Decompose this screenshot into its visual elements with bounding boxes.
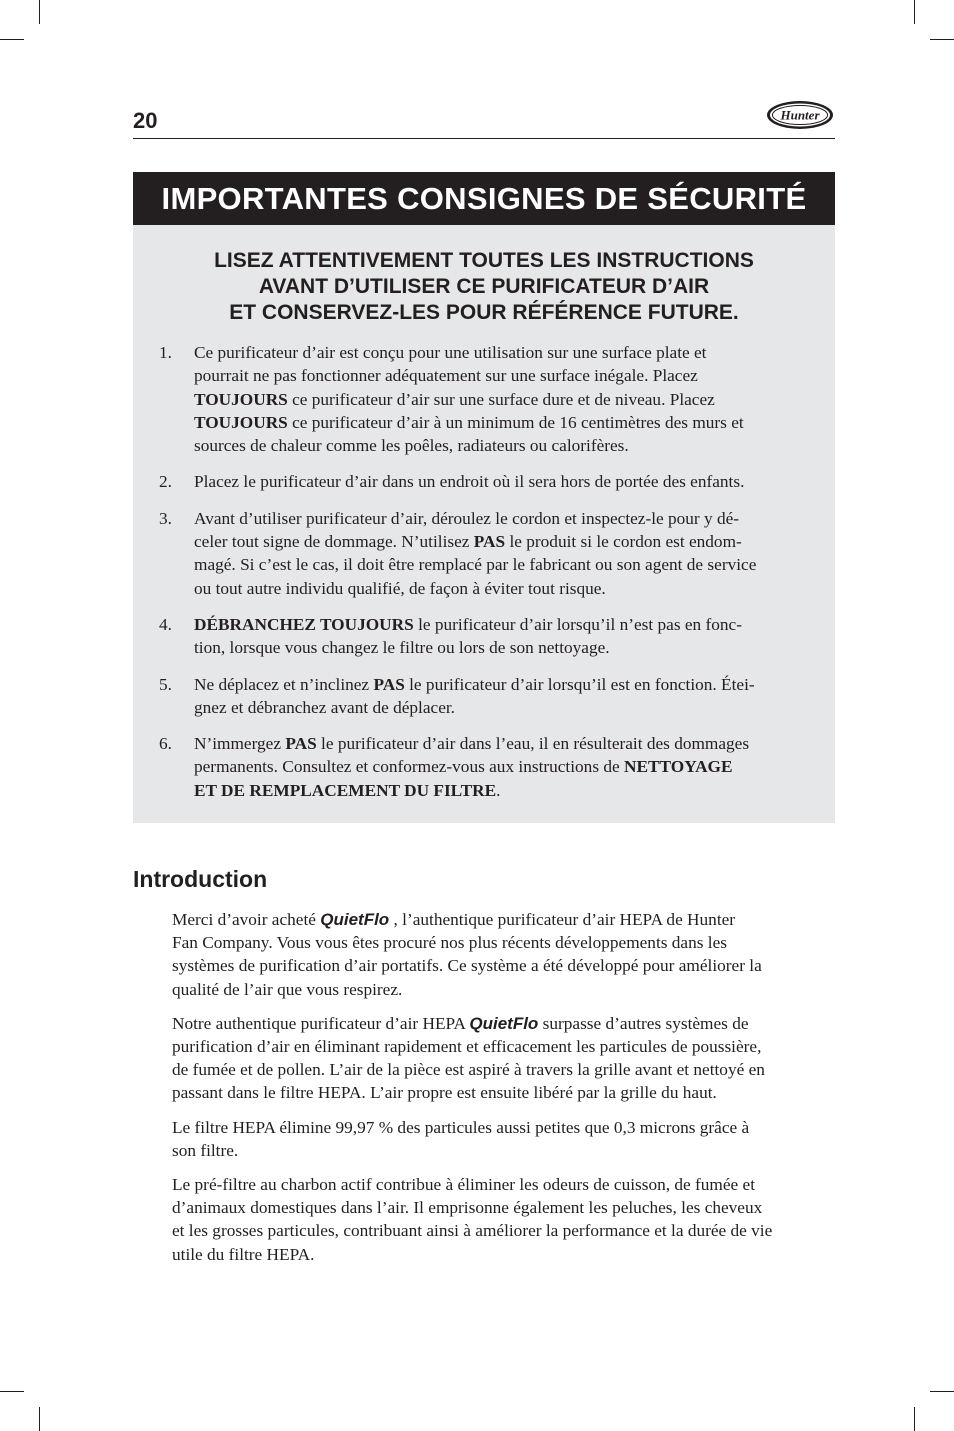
section-title: IMPORTANTES CONSIGNES DE SÉCURITÉ [133, 172, 835, 225]
text-run: qualité de l’air que vous respirez. [172, 979, 403, 999]
text-run: surpasse d’autres systèmes de [538, 1013, 749, 1033]
rule-number: 1. [159, 343, 172, 362]
text-line [194, 507, 809, 530]
text-line [194, 636, 809, 659]
text-run: utile du filtre HEPA. [172, 1244, 315, 1264]
emphasis-text: PAS [373, 674, 405, 694]
text-run: . [496, 780, 501, 800]
text-line [194, 470, 809, 493]
text-line [172, 954, 834, 977]
text-run: ce purificateur d’air à un minimum de 16 centimètres des murs et [287, 412, 744, 432]
text-run: le purificateur d’air lorsqu’il n’est pas en fonc- [413, 614, 742, 634]
text-run: d’animaux domestiques dans l’air. Il emprisonne également les peluches, les cheveux [172, 1198, 763, 1218]
text-run: Avant d’utiliser purificateur d’air, déroulez le cordon et inspectez-le pour y dé- [194, 508, 740, 528]
safety-rule-item [133, 613, 835, 660]
intro-paragraph [172, 1012, 834, 1105]
intro-paragraph [172, 1173, 834, 1266]
text-run: celer tout signe de dommage. N’utilisez [194, 532, 474, 552]
safety-rule-item [133, 470, 835, 493]
text-run: gnez et débranchez avant de déplacer. [194, 697, 455, 717]
safety-subheading [133, 248, 835, 326]
text-run: , l’authentique purificateur d’air HEPA de Hunter [389, 910, 736, 929]
text-run: N’immergez [194, 734, 286, 754]
text-line [194, 434, 809, 457]
text-line [172, 1139, 834, 1162]
text-run: le purificateur d’air lorsqu’il est en fonction. Étei- [404, 674, 755, 694]
rule-number: 4. [159, 614, 172, 634]
emphasis-text: NETTOYAGE [624, 757, 733, 777]
intro-heading: Introduction [133, 866, 268, 892]
text-line [194, 341, 809, 364]
text-line [194, 696, 809, 719]
text-line [172, 908, 834, 931]
text-run: purification d’air en éliminant rapidement et efficacement les particules de poussière, [172, 1037, 762, 1057]
text-run: de fumée et de pollen. L’air de la pièce est aspiré à travers la grille avant et nettoyé en [172, 1060, 765, 1080]
text-run: Le pré-filtre au charbon actif contribue à éliminer les odeurs de cuisson, de fumée et [172, 1175, 755, 1195]
crop-mark [930, 39, 954, 40]
intro-paragraph [172, 1116, 834, 1162]
emphasis-text: DÉBRANCHEZ TOUJOURS [194, 614, 414, 634]
text-line [172, 1173, 834, 1196]
text-run: Le filtre HEPA élimine 99,97 % des particules aussi petites que 0,3 microns grâce à [172, 1117, 750, 1137]
text-line [194, 732, 809, 755]
emphasis-text: TOUJOURS [194, 412, 288, 432]
text-run: sources de chaleur comme les poêles, radiateurs ou calorifères. [194, 436, 629, 456]
text-line [194, 613, 809, 636]
safety-rule-item [133, 507, 835, 600]
safety-rule-item [133, 341, 835, 457]
text-line [172, 1243, 834, 1266]
emphasis-text: PAS [473, 532, 506, 552]
text-line [172, 1058, 834, 1081]
crop-mark [0, 39, 24, 40]
hunter-logo [765, 97, 835, 133]
svg-text:Hunter: Hunter [780, 107, 820, 123]
text-run: Fan Company. Vous vous êtes procuré nos plus récents développements dans les [172, 933, 727, 953]
text-line [172, 931, 834, 954]
rule-number: 5. [159, 674, 172, 694]
text-line [194, 577, 809, 600]
text-line [194, 755, 809, 778]
crop-mark [39, 1407, 40, 1431]
text-run: tion, lorsque vous changez le filtre ou lors de son nettoyage. [194, 638, 610, 658]
text-run: magé. Si c’est le cas, il doit être remplacé par le fabricant ou son agent de service [194, 555, 757, 575]
text-line [172, 1012, 834, 1035]
emphasis-text: TOUJOURS [194, 389, 288, 409]
brand-name: QuietFlo [469, 1013, 539, 1033]
subheading-line: ET CONSERVEZ-LES POUR RÉFÉRENCE FUTURE. [229, 301, 739, 324]
rule-number: 3. [159, 508, 172, 528]
text-line [172, 1035, 834, 1058]
safety-rules-list [133, 341, 835, 802]
page-header [133, 95, 835, 139]
text-line [172, 1196, 834, 1219]
text-line [194, 364, 809, 387]
emphasis-text: ET DE REMPLACEMENT DU FILTRE [194, 780, 497, 800]
text-run: Ce purificateur d’air est conçu pour une utilisation sur une surface plate et [194, 343, 707, 362]
subheading-line: LISEZ ATTENTIVEMENT TOUTES LES INSTRUCTIONS [214, 249, 754, 272]
text-line [194, 779, 809, 802]
text-run: Placez le purificateur d’air dans un endroit où il sera hors de portée des enfants. [194, 472, 745, 492]
brand-name: QuietFlo [320, 910, 390, 929]
text-line [194, 673, 809, 696]
subheading-line: AVANT D’UTILISER CE PURIFICATEUR D’AIR [258, 275, 710, 298]
text-run: le produit si le cordon est endom- [505, 532, 742, 552]
text-run: Ne déplacez et n’inclinez [194, 674, 374, 694]
text-line [172, 1219, 834, 1242]
crop-mark [914, 1407, 915, 1431]
text-line [194, 411, 809, 434]
text-run: passant dans le filtre HEPA. L’air propre est ensuite libéré par la grille du haut. [172, 1083, 717, 1103]
intro-body [172, 908, 834, 1277]
text-line [172, 1081, 834, 1104]
text-run: permanents. Consultez et conformez-vous aux instructions de [194, 757, 624, 777]
text-line [194, 388, 809, 411]
crop-mark [914, 0, 915, 24]
text-run: ou tout autre individu qualifié, de façon à éviter tout risque. [194, 578, 606, 598]
text-line [172, 1116, 834, 1139]
text-run: le purificateur d’air dans l’eau, il en résulterait des dommages [316, 734, 750, 754]
crop-mark [930, 1391, 954, 1392]
page-number: 20 [133, 108, 158, 133]
crop-mark [39, 0, 40, 24]
emphasis-text: PAS [285, 734, 317, 754]
rule-number: 2. [159, 472, 172, 492]
text-run: Merci d’avoir acheté [172, 910, 321, 929]
text-line [194, 553, 809, 576]
text-line [172, 978, 834, 1001]
rule-number: 6. [159, 734, 172, 754]
safety-rule-item [133, 673, 835, 720]
crop-mark [0, 1391, 24, 1392]
text-run: systèmes de purification d’air portatifs. Ce système a été développé pour améliorer la [172, 956, 762, 976]
safety-rule-item [133, 732, 835, 802]
text-run: ce purificateur d’air sur une surface dure et de niveau. Placez [287, 389, 715, 409]
text-run: pourrait ne pas fonctionner adéquatement sur une surface inégale. Placez [194, 366, 698, 386]
intro-paragraph [172, 908, 834, 1001]
text-run: son filtre. [172, 1140, 239, 1160]
text-run: Notre authentique purificateur d’air HEPA [172, 1013, 470, 1033]
text-line [194, 530, 809, 553]
safety-box [133, 225, 835, 823]
text-run: et les grosses particules, contribuant ainsi à améliorer la performance et la durée de vie [172, 1221, 773, 1241]
